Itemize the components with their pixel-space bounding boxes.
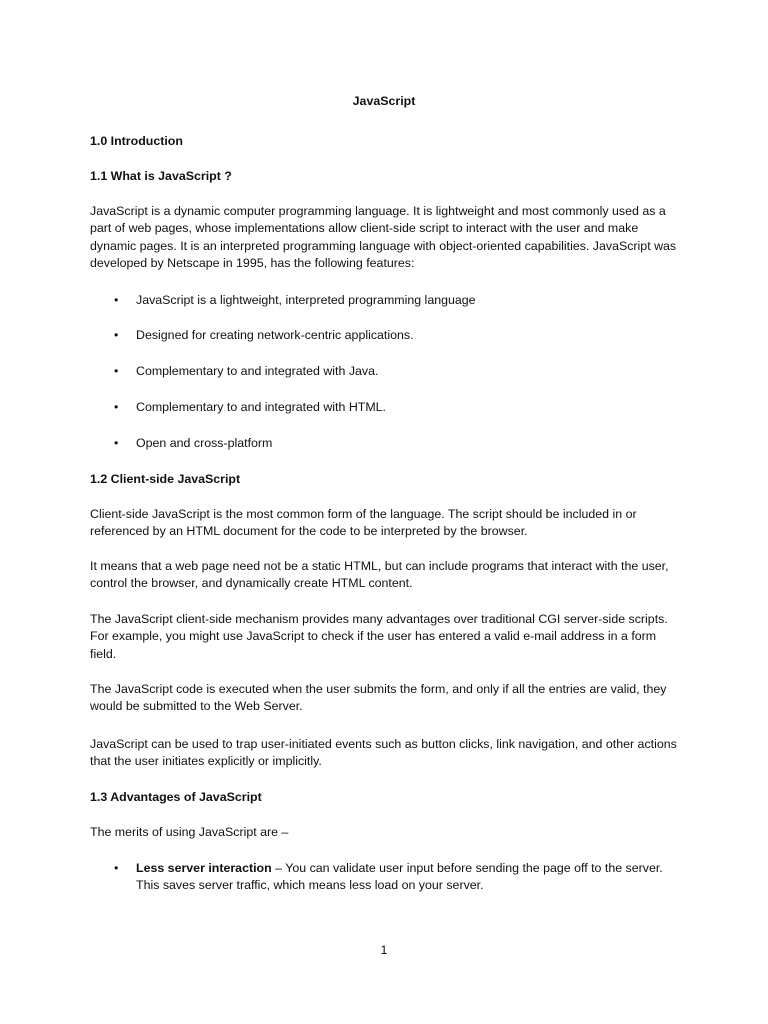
feature-text: JavaScript is a lightweight, interpreted programming language (136, 293, 476, 307)
page-number: 1 (380, 943, 388, 957)
feature-item (114, 363, 684, 380)
bullet-icon: • (114, 328, 119, 342)
advantages-heading: 1.3 Advantages of JavaScript (90, 790, 262, 804)
feature-text: Designed for creating network-centric applications. (136, 328, 414, 342)
bullet-icon: • (114, 400, 119, 414)
client-side-paragraph: The JavaScript client-side mechanism provides many advantages over traditional CGI server-side scripts. For example, you might use JavaScript to check if the user has entered a valid e-mail address in a form field. (90, 612, 668, 661)
what-is-paragraph: JavaScript is a dynamic computer programming language. It is lightweight and most commonly used as a part of web pages, whose implementations allow client-side script to interact with the user and make dynamic pages. It is an interpreted programming language with object-oriented capabilities. JavaScript was developed by Netscape in 1995, has the following features: (90, 204, 677, 271)
feature-item (114, 399, 684, 416)
client-side-paragraph: It means that a web page need not be a static HTML, but can include programs that interact with the user, control the browser, and dynamically create HTML content. (90, 559, 669, 591)
bullet-icon: • (114, 436, 119, 450)
document-title: JavaScript (352, 94, 416, 108)
feature-text: Complementary to and integrated with HTML. (136, 400, 386, 414)
bullet-icon: • (114, 861, 119, 875)
advantage-item (114, 860, 684, 895)
advantage-text (136, 860, 684, 895)
advantages-intro: The merits of using JavaScript are – (90, 825, 289, 839)
what-is-heading: 1.1 What is JavaScript ? (90, 169, 232, 183)
advantage-description: – You can validate user input before sending the page off to the server. This saves server traffic, which means less load on your server. (136, 861, 663, 893)
client-side-paragraph: Client-side JavaScript is the most common form of the language. The script should be included in or referenced by an HTML document for the code to be interpreted by the browser. (90, 507, 637, 539)
feature-item (114, 327, 684, 344)
feature-text: Complementary to and integrated with Java. (136, 364, 379, 378)
bullet-icon: • (114, 293, 119, 307)
feature-item (114, 435, 684, 452)
client-side-paragraph: JavaScript can be used to trap user-initiated events such as button clicks, link navigation, and other actions that the user initiates explicitly or implicitly. (90, 737, 677, 769)
intro-heading: 1.0 Introduction (90, 134, 183, 148)
feature-text: Open and cross-platform (136, 436, 273, 450)
bullet-icon: • (114, 364, 119, 378)
client-side-heading: 1.2 Client-side JavaScript (90, 472, 241, 486)
client-side-paragraph: The JavaScript code is executed when the user submits the form, and only if all the entries are valid, they would be submitted to the Web Server. (90, 682, 667, 714)
feature-item (114, 292, 684, 309)
advantage-term: Less server interaction (136, 861, 272, 875)
